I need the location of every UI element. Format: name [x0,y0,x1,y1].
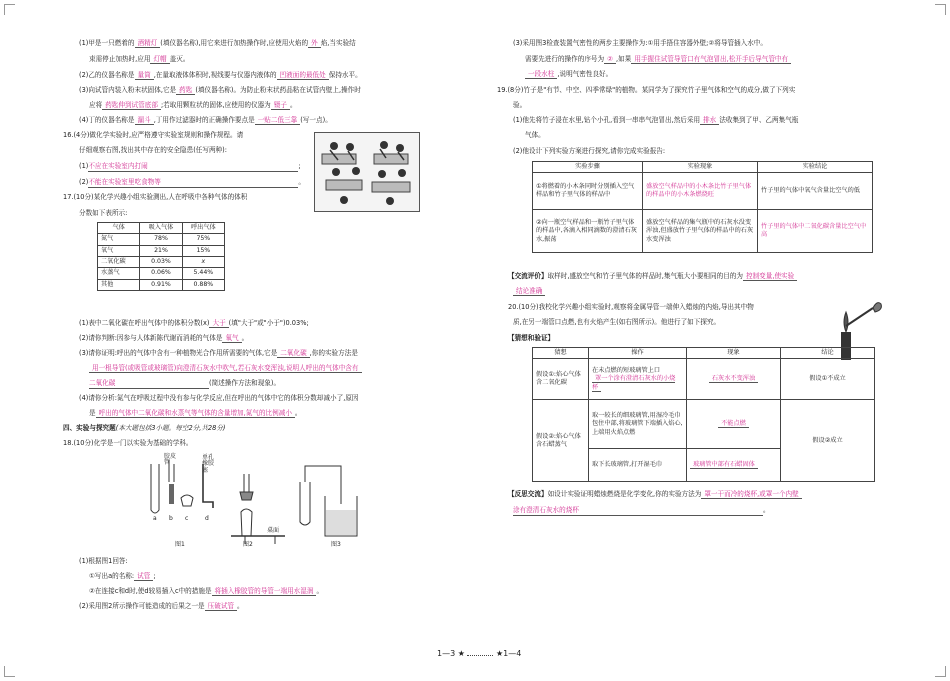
q16-answer-1: (1)不应在实验室内打闹 ; [79,162,301,170]
answer-blank[interactable]: 涂有澄清石灰水的烧杯 [513,506,763,516]
q2-line: (2)乙的仪器名称是 量筒 ,在量取液体体积时,视线要与仪器内液体的 凹液面的最低处 保持水平。 [79,71,362,79]
hypothesis-table [532,347,875,482]
answer-blank[interactable]: 玻璃管中部有石蜡固体 [690,461,758,469]
q18-1a-line: ①写出a的名称: 试管 ; [89,572,156,580]
q18-3-line: (3)采用图3检查装置气密性的两步主要操作为:①用手捂住容器外壁;②将导管插入水中。 [513,39,767,47]
q17-4-line: (4)请你分析:氮气在呼吸过程中没有参与化学反应,但在呼出的气体中它的体积分数却减小了,原因 [79,394,359,402]
q4-line: (4)丁的仪器名称是 漏斗 ,丁用作过滤器时的正确操作要点是 一贴二低三靠 (写一点)。 [79,116,332,124]
answer-blank[interactable]: 试管 [134,572,153,581]
answer-blank[interactable]: 凹液面的最低处 [277,71,329,80]
answer-blank[interactable]: 镊子 [271,101,290,110]
q17-text-1: 17.(10分)某化学兴趣小组实验测出,人在呼吸中各种气体的体积 [63,193,248,201]
figure-label-d: d [205,515,209,522]
answer-blank[interactable]: 一段水柱 [525,70,557,79]
answer-blank[interactable]: 外 [308,39,321,48]
answer-blank[interactable]: 用一根导管(或吸管或玻璃管)向澄清石灰水中吹气,若石灰水变浑浊,说明人呼出的气体中含有 [89,364,362,373]
answer-blank[interactable]: 氧气 [222,334,241,343]
answer-blank[interactable]: 不能点燃 [718,420,749,428]
q17-2-line: (2)请你判断:因参与人体新陈代谢而消耗的气体是 氧气 。 [79,334,249,342]
page-footer [437,649,521,659]
q3-line: (3)向试管内装入粉末状固体,它是 药匙 (填仪器名称)。为防止粉末状药品粘在试管内壁上,操作时 [79,86,361,94]
q18-2-line: (2)采用图2所示操作可能造成的后果之一是 压破试管 。 [79,602,244,610]
table-header: 操作 [589,348,687,359]
q18-1-line: (1)根据图1回答: [79,557,128,565]
answer-blank[interactable]: 药匙 [176,86,195,95]
table-row: 氧气 21% 15% [98,245,225,256]
answer-blank[interactable]: 灯帽 [150,55,169,64]
q19-text-2: 验。 [513,101,527,109]
answer-blank[interactable]: 二氧化碳 [89,379,209,389]
table-header: 结论 [781,348,875,359]
page-number-left: 1—3 [437,649,456,658]
q1b-line: 束需停止加热时,应用 灯帽 盖灭。 [89,55,190,63]
table-row: 二氧化碳 0.03% x [98,257,225,268]
q16-answer-2: (2)不能在实验室里吃食物等 。 [79,178,305,186]
answer-blank[interactable]: 结论准确 [513,287,545,296]
answer-blank[interactable]: 不能在实验室里吃食物等 [88,178,298,188]
q17-3c-line: 二氧化碳 (简述操作方法和现象)。 [89,379,281,387]
q20-reflection-b-line: 涂有澄清石灰水的烧杯 。 [513,506,770,514]
q20-tag: 【猜想和验证】 [508,334,555,342]
figure-caption-3: 图3 [331,541,341,548]
crop-mark [935,666,946,677]
table-row: 其他 0.91% 0.88% [98,279,225,290]
table-row: 假设②:焰心气体含石蜡蒸气 取一较长的细玻璃管,用湿冷毛巾包住中部,将玻璃管下端插入焰心,上端用火焰点燃 不能点燃 假设②成立 [533,400,875,449]
q1-line: (1)甲是一只燃着的 酒精灯 (填仪器名称),用它来进行加热操作时,应使用火焰的 外 焰,当实验结 [79,39,356,47]
figure-2 [231,474,285,548]
q17-1-line: (1)表中二氧化碳在呼出气体中的体积分数(x) 大于 (填"大于"或"小于")0.03%; [79,319,309,327]
answer-blank[interactable]: 呼出的气体中二氧化碳和水蒸气等气体的含量增加,氮气的比例减小 [96,409,295,418]
table-header: 实验步骤 [533,162,643,173]
experiment-report-table [532,161,873,253]
table-header: 现象 [687,348,781,359]
q17-3b-line [89,364,362,373]
answer-blank[interactable]: 控制变量,使实验 [743,272,797,281]
figure-label-stopper: 单孔橡胶塞 [202,454,215,474]
table-header: 呼出气体 [182,223,224,234]
q17-4b-line: 是 呼出的气体中二氧化碳和水蒸气等气体的含量增加,氮气的比例减小 。 [89,409,302,417]
answer-blank[interactable]: 二氧化碳 [277,349,309,358]
answer-blank[interactable]: 漏斗 [135,116,154,125]
q17-3-line: (3)请你证明:呼出的气体中含有一种植物光合作用所需要的气体,它是 二氧化碳 ,你的实验方法是 [79,349,358,357]
q18-1b-line: ②在连接c和d时,使d较易插入c中的措施是 将插入橡胶管的导管一端用水湿润 。 [89,587,324,595]
section-heading: 四、实验与探究题(本大题包括3小题。每空2分,共28分) [63,424,226,432]
q18-3b-line: 需要先进行的操作的序号为 ② ,如果 用手握住试管导管口有气泡冒出,松开手后导气管中有 [525,55,791,64]
q20-text-2: 质,在另一端管口点燃,也有火焰产生(如右图所示)。他进行了如下探究。 [513,318,721,326]
table-header: 实验现象 [643,162,758,173]
figure-label-a: a [153,515,157,522]
answer-blank[interactable]: 罩一个涂有澄清石灰水的小烧杯 [592,375,676,391]
table-header: 气体 [98,223,140,234]
answer-blank[interactable]: 竹子里的气体中二氧化碳含量比空气中高 [758,210,873,253]
q3b-line: 应将 药匙伸到试管底部 ;若取用颗粒状的固体,应使用的仪器为 镊子 。 [89,101,297,109]
answer-blank[interactable]: 排水 [700,116,719,125]
answer-blank[interactable]: 不应在实验室内打闹 [88,162,298,172]
figure-label-tube: 胶皮管 [164,453,177,467]
answer-blank[interactable]: 石灰水不变浑浊 [709,375,758,383]
answer-blank[interactable]: 将插入橡胶管的导管一端用水湿润 [212,587,317,596]
figure-caption-2: 图2 [243,541,253,548]
q17-text-2: 分数如下表所示: [79,209,128,217]
q16-text-1: 16.(4分)做化学实验时,应严格遵守实验室规则和操作规程。请 [63,131,244,139]
q19-1-line: (1)他先将竹子浸在水里,钻个小孔,看到一串串气泡冒出,然后采用 排水 法收集到了甲、乙两集气瓶 [513,116,799,124]
figure-label-desk: 桌面 [267,527,280,534]
answer-blank[interactable]: 用手握住试管导管口有气泡冒出,松开手后导气管中有 [631,55,791,64]
table-row: 假设①:焰心气体含二氧化碳 在未点燃的短玻璃管上口 罩一个涂有澄清石灰水的小烧杯 石灰水不变浑浊 假设①不成立 [533,359,875,400]
page-number-right: ★1—4 [496,649,522,658]
apparatus-figures [135,452,365,552]
crop-mark [4,666,15,677]
q18-text-1: 18.(10分)化学是一门以实验为基础的学科。 [63,439,193,447]
answer-blank[interactable]: 压破试管 [205,602,237,611]
figure-caption-1: 图1 [175,541,185,548]
answer-blank[interactable]: 酒精灯 [135,39,161,48]
q18-3c-line: 一段水柱 ,说明气密性良好。 [525,70,612,79]
q19-eval-line: 【交流评价】取样时,盛放空气和竹子里气体的样品时,集气瓶大小要相同的目的为 控制变量,使实验 [508,272,797,281]
table-row: ②向一瓶空气样品和一瓶竹子里气体的样品中,各滴入相同滴数的澄清石灰水,振荡 盛放空气样品的集气瓶中的石灰水没变浑浊,但盛放竹子里气体的样品中的石灰水变浑浊 竹子里的气体中二氧化碳含量比空气中高 [533,210,873,253]
classroom-illustration [314,132,420,212]
table-row: 水蒸气 0.06% 5.44% [98,268,225,279]
answer-blank[interactable]: 药匙伸到试管底部 [102,101,161,110]
figure-3 [300,466,357,548]
table-row: ①将燃着的小木条同时分别插入空气样品和竹子里气体的样品中 盛放空气样品中的小木条比竹子里气体的样品中的小木条燃烧旺 竹子里的气体中氧气含量比空气的低 [533,173,873,210]
q20-text-1: 20.(10分)我校化学兴趣小组实验时,观察将金属导管一端伸入蜡烛的内焰,导出其中物 [508,303,754,311]
q19-2-line: (2)他设计下列实验方案进行探究,请你完成实验报告: [513,147,666,155]
q19-1b-line: 气体。 [525,131,545,139]
answer-blank[interactable]: 罩一干而冷的烧杯,或罩一个内壁 [701,490,801,499]
table-header: 猜想 [533,348,589,359]
answer-blank[interactable]: 量筒 [135,71,154,80]
answer-blank[interactable]: 一贴二低三靠 [255,116,301,125]
q20-reflection-line: 【反思交流】如设计实验证明蜡烛燃烧是化学变化,你的实验方法为 罩一干而冷的烧杯,或罩一个内壁 [508,490,802,499]
answer-blank[interactable]: 盛放空气样品中的小木条比竹子里气体的样品中的小木条燃烧旺 [643,173,758,210]
crop-mark [935,4,946,15]
table-header: 实验结论 [758,162,873,173]
star-separator: ★ [457,649,465,658]
q19-eval-b-line [513,287,545,296]
q19-text-1: 19.(8分)竹子是"有节、中空、四季常绿"的植物。某同学为了探究竹子里气体和空气的成分,做了下列实 [497,86,796,94]
q16-text-2: 仔细观察右图,找出其中存在的安全隐患(任写两种): [79,146,227,154]
figure-label-b: b [169,515,173,522]
answer-blank[interactable]: 大于 [209,319,228,328]
table-row: 氮气 78% 75% [98,234,225,245]
crop-mark [4,4,15,15]
table-row: 取下长玻璃管,打开湿毛巾 玻璃管中部有石蜡固体 [533,449,875,482]
table-header: 吸入气体 [140,223,182,234]
gas-composition-table [97,222,225,291]
answer-blank[interactable]: ② [604,55,616,64]
figure-label-c: c [185,515,189,522]
